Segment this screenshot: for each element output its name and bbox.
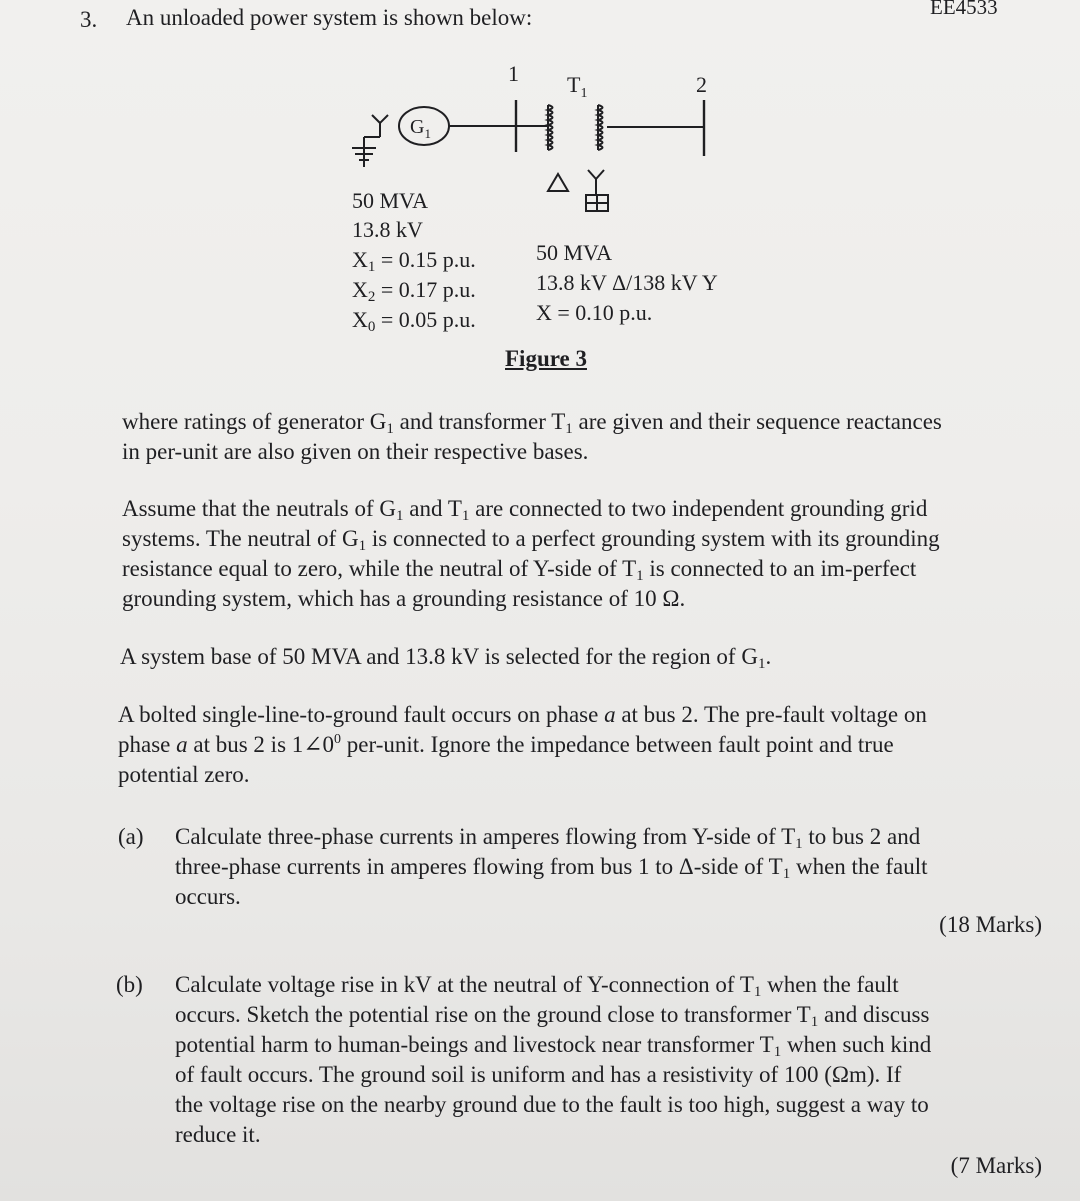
exam-code: EE4533: [930, 0, 998, 19]
transformer-voltage: 13.8 kV Δ/138 kV Y: [536, 270, 718, 295]
bus-1-label: 1: [508, 61, 519, 86]
question-intro: An unloaded power system is shown below:: [126, 5, 533, 30]
transformer-coils-icon: [548, 105, 603, 150]
generator-voltage: 13.8 kV: [352, 217, 423, 242]
generator-rating: 50 MVA: [352, 188, 429, 213]
paragraph-ratings: where ratings of generator $G_1$ and transformer $T_1$ are given and their sequence reactances in per-unit are also given on their respective bases.: [122, 409, 942, 464]
bus-2-label: 2: [696, 72, 707, 97]
generator-x2: $X_2 = 0.17$ p.u.: [352, 277, 476, 305]
transformer-reactance: X = 0.10 p.u.: [536, 300, 653, 325]
part-a-label: (a): [118, 824, 144, 849]
part-b-text: Calculate voltage rise in kV at the neutral of Y-connection of $T_1$ when the fault occurs. Sketch the potential rise on the ground close to transformer $T_1$ and discuss potential harm to human-beings and livestock near transformer $T_1$ when such kind of fault occurs. The ground soil is uniform and has a resistivity of 100 (Ωm). If the voltage rise on the nearby ground due to the fault is too high, suggest a way to reduce it.: [175, 972, 932, 1147]
figure-caption: Figure 3: [505, 346, 587, 371]
paragraph-fault: A bolted single-line-to-ground fault occurs on phase a at bus 2. The pre-fault voltage on phase a at bus 2 is $1\angle 0^0$ per-unit. Ignore the impedance between fault point and true potential zero.: [118, 702, 927, 787]
part-b-marks: (7 Marks): [950, 1153, 1042, 1178]
generator-x0: $X_0 = 0.05$ p.u.: [352, 307, 476, 335]
part-a-text: Calculate three-phase currents in amperes flowing from Y-side of $T_1$ to bus 2 and three-phase currents in amperes flowing from bus 1 to Δ-side of $T_1$ when the fault occurs.: [175, 824, 928, 909]
ground-symbol-icon: [352, 148, 376, 167]
part-a-marks: (18 Marks): [939, 912, 1042, 937]
part-b-label: (b): [116, 972, 143, 997]
delta-connection-icon: [548, 174, 568, 191]
transformer-wye-grounding-icon: [586, 170, 608, 211]
transformer-label: $T_1$: [567, 72, 588, 101]
question-number: 3.: [80, 7, 98, 32]
paragraph-grounding: Assume that the neutrals of $G_1$ and $T_1$ are connected to two independent grounding grid systems. The neutral of $G_1$ is connected to a perfect grounding system with its grounding resistance equal to zero, while the neutral of Y-side of $T_1$ is connected to an im-perfect grounding system, which has a grounding resistance of 10 Ω.: [122, 496, 940, 611]
paragraph-system-base: A system base of 50 MVA and 13.8 kV is selected for the region of $G_1$.: [120, 644, 772, 672]
generator-x1: $X_1 = 0.15$ p.u.: [352, 247, 476, 275]
transformer-rating: 50 MVA: [536, 240, 613, 265]
generator-label: $G_1$: [410, 116, 431, 141]
generator-wye-icon: [364, 115, 388, 148]
